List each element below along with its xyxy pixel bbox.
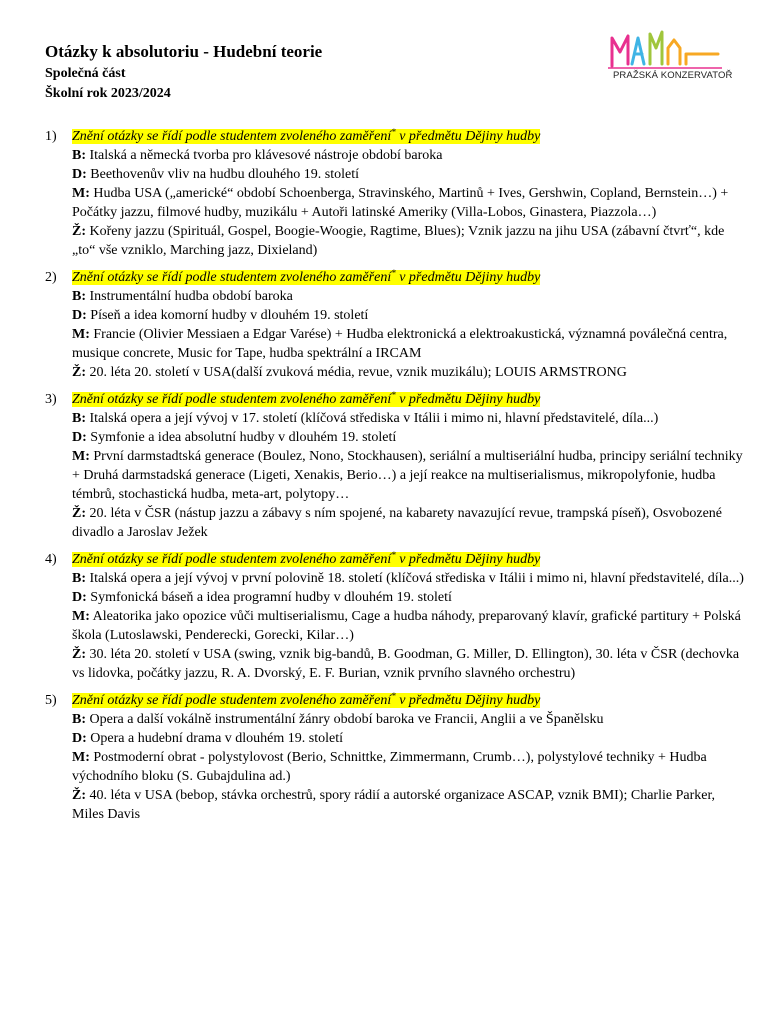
item-label: M: <box>72 609 90 624</box>
heading-tail: v předmětu Dějiny hudby <box>395 693 541 708</box>
question-item <box>72 447 745 504</box>
item-label: M: <box>72 327 90 342</box>
question-item <box>72 607 745 645</box>
question-item <box>72 325 745 363</box>
item-label: Ž: <box>72 788 86 803</box>
footnote-mark: * <box>391 550 396 560</box>
highlighted-heading <box>72 270 540 285</box>
item-text: 20. léta v ČSR (nástup jazzu a zábavy s ním spojené, na kabarety navazující revue, trampská píseň), Osvobozené divadlo a Jaroslav Ježek <box>72 506 723 540</box>
question-heading-line <box>72 268 745 287</box>
question-body <box>72 127 745 260</box>
question-body <box>72 390 745 542</box>
item-text: Italská a německá tvorba pro klávesové nástroje období baroka <box>86 148 443 163</box>
question-heading-line <box>72 390 745 409</box>
logo-stroke-green <box>650 32 662 64</box>
question-body <box>72 691 745 824</box>
item-label: D: <box>72 167 87 182</box>
item-label: B: <box>72 571 86 586</box>
item-label: D: <box>72 590 87 605</box>
item-text: Beethovenův vliv na hudbu dlouhého 19. století <box>86 167 359 182</box>
question-item <box>72 165 745 184</box>
question-block <box>45 127 745 260</box>
question-block <box>45 268 745 382</box>
question-block <box>45 550 745 683</box>
item-label: Ž: <box>72 224 86 239</box>
question-heading-line <box>72 127 745 146</box>
question-item <box>72 645 745 683</box>
item-label: M: <box>72 750 90 765</box>
question-heading-line <box>72 550 745 569</box>
item-label: M: <box>72 449 90 464</box>
question-item <box>72 569 745 588</box>
heading-text: Znění otázky se řídí podle studentem zvoleného zaměření <box>72 129 392 144</box>
heading-tail: v předmětu Dějiny hudby <box>395 392 541 407</box>
question-list <box>45 127 745 832</box>
item-label: B: <box>72 411 86 426</box>
item-text: 40. léta v USA (bebop, stávka orchestrů, spory rádií a autorské organizace ASCAP, vznik BMI); Charlie Parker, Miles Davis <box>72 788 716 822</box>
question-item <box>72 504 745 542</box>
logo-text: PRAŽSKÁ KONZERVATOŘ <box>613 70 733 81</box>
item-label: Ž: <box>72 647 86 662</box>
item-text: Opera a hudební drama v dlouhém 19. století <box>86 731 343 746</box>
question-heading-line <box>72 691 745 710</box>
item-text: 20. léta 20. století v USA(další zvuková média, revue, vznik muzikálu); LOUIS ARMSTRONG <box>86 365 627 380</box>
item-label: D: <box>72 731 87 746</box>
question-item <box>72 748 745 786</box>
question-item <box>72 222 745 260</box>
logo-stroke-blue <box>632 38 644 64</box>
item-text: Symfonická báseň a idea programní hudby v dlouhém 19. století <box>86 590 452 605</box>
question-item <box>72 710 745 729</box>
item-text: Symfonie a idea absolutní hudby v dlouhém 19. století <box>86 430 397 445</box>
highlighted-heading <box>72 392 540 407</box>
heading-text: Znění otázky se řídí podle studentem zvoleného zaměření <box>72 392 392 407</box>
question-number: 4) <box>45 552 57 567</box>
item-label: B: <box>72 148 86 163</box>
item-text: Italská opera a její vývoj v první polovině 18. století (klíčová střediska v Itálii i mimo ni, hlavní představitelé, díla...) <box>86 571 744 586</box>
item-label: B: <box>72 712 86 727</box>
item-label: D: <box>72 308 87 323</box>
heading-text: Znění otázky se řídí podle studentem zvoleného zaměření <box>72 693 392 708</box>
item-label: Ž: <box>72 506 86 521</box>
question-item <box>72 363 745 382</box>
highlighted-heading <box>72 552 540 567</box>
footnote-mark: * <box>391 127 396 137</box>
question-item <box>72 306 745 325</box>
item-text: Postmoderní obrat - polystylovost (Berio, Schnittke, Zimmermann, Crumb…), polystylové techniky + Hudba východního bloku (S. Gubajdulina ad.) <box>72 750 707 784</box>
question-item <box>72 729 745 748</box>
item-text: 30. léta 20. století v USA (swing, vznik big-bandů, B. Goodman, G. Miller, D. Ellington), 30. léta v ČSR (dechovka vs lidovka, počátky jazzu, R. A. Dvorský, E. F. Burian, vznik prvního slavného orchestru) <box>72 647 740 681</box>
item-text: Aleatorika jako opozice vůči multiserialismu, Cage a hudba náhody, preparovaný klavír, grafické partitury + Polská škola (Lutoslawski, Penderecki, Gorecki, Kilar…) <box>72 609 741 643</box>
item-label: Ž: <box>72 365 86 380</box>
item-text: Francie (Olivier Messiaen a Edgar Varése) + Hudba elektronická a elektroakustická, významná poválečná centra, musique concrete, Music for Tape, hudba spektrální a IRCAM <box>72 327 728 361</box>
question-block <box>45 691 745 824</box>
heading-tail: v předmětu Dějiny hudby <box>395 129 541 144</box>
question-number: 2) <box>45 270 57 285</box>
heading-text: Znění otázky se řídí podle studentem zvoleného zaměření <box>72 552 392 567</box>
logo-stroke-orange <box>668 40 718 64</box>
document-title: Otázky k absolutoriu - Hudební teorie <box>45 42 323 61</box>
question-item <box>72 428 745 447</box>
item-text: První darmstadtská generace (Boulez, Nono, Stockhausen), seriální a multiseriální hudba, principy seriální techniky + Druhá darmstadská generace (Ligeti, Xenakis, Berio…) a její reakce na multiserialismus, mikropolyfonie, hudba témbrů, stochastická hudba, meta-art, polytopy… <box>72 449 743 502</box>
logo-stroke-pink <box>612 36 628 66</box>
item-label: B: <box>72 289 86 304</box>
question-item <box>72 146 745 165</box>
school-year: Školní rok 2023/2024 <box>45 86 171 101</box>
question-item <box>72 184 745 222</box>
question-block <box>45 390 745 542</box>
item-text: Hudba USA („americké“ období Schoenberga, Stravinského, Martinů + Ives, Gershwin, Copland, Bernstein…) + Počátky jazzu, filmové hudby, muzikálu + Autoři latinské Ameriky (Villa-Lobos, Ginastera, Piazzola…) <box>72 186 729 220</box>
highlighted-heading <box>72 129 540 144</box>
question-body <box>72 550 745 683</box>
footnote-mark: * <box>391 268 396 278</box>
document-subtitle: Společná část <box>45 66 126 81</box>
question-number: 3) <box>45 392 57 407</box>
item-text: Italská opera a její vývoj v 17. století (klíčová střediska v Itálii i mimo ni, hlavní představitelé, díla...) <box>86 411 659 426</box>
heading-tail: v předmětu Dějiny hudby <box>395 552 541 567</box>
question-item <box>72 588 745 607</box>
heading-text: Znění otázky se řídí podle studentem zvoleného zaměření <box>72 270 392 285</box>
heading-tail: v předmětu Dějiny hudby <box>395 270 541 285</box>
question-number: 5) <box>45 693 57 708</box>
question-item <box>72 287 745 306</box>
item-label: M: <box>72 186 90 201</box>
question-item <box>72 786 745 824</box>
question-body <box>72 268 745 382</box>
highlighted-heading <box>72 693 540 708</box>
item-label: D: <box>72 430 87 445</box>
footnote-mark: * <box>391 691 396 701</box>
question-number: 1) <box>45 129 57 144</box>
footnote-mark: * <box>391 390 396 400</box>
item-text: Instrumentální hudba období baroka <box>86 289 293 304</box>
item-text: Kořeny jazzu (Spirituál, Gospel, Boogie-Woogie, Ragtime, Blues); Vznik jazzu na jihu USA (zábavní čtvrť“, kde „to“ vše vzniklo, Marching jazz, Dixieland) <box>72 224 725 258</box>
question-item <box>72 409 745 428</box>
item-text: Opera a další vokálně instrumentální žánry období baroka ve Francii, Anglii a ve Španělsku <box>86 712 604 727</box>
item-text: Píseň a idea komorní hudby v dlouhém 19. století <box>86 308 369 323</box>
